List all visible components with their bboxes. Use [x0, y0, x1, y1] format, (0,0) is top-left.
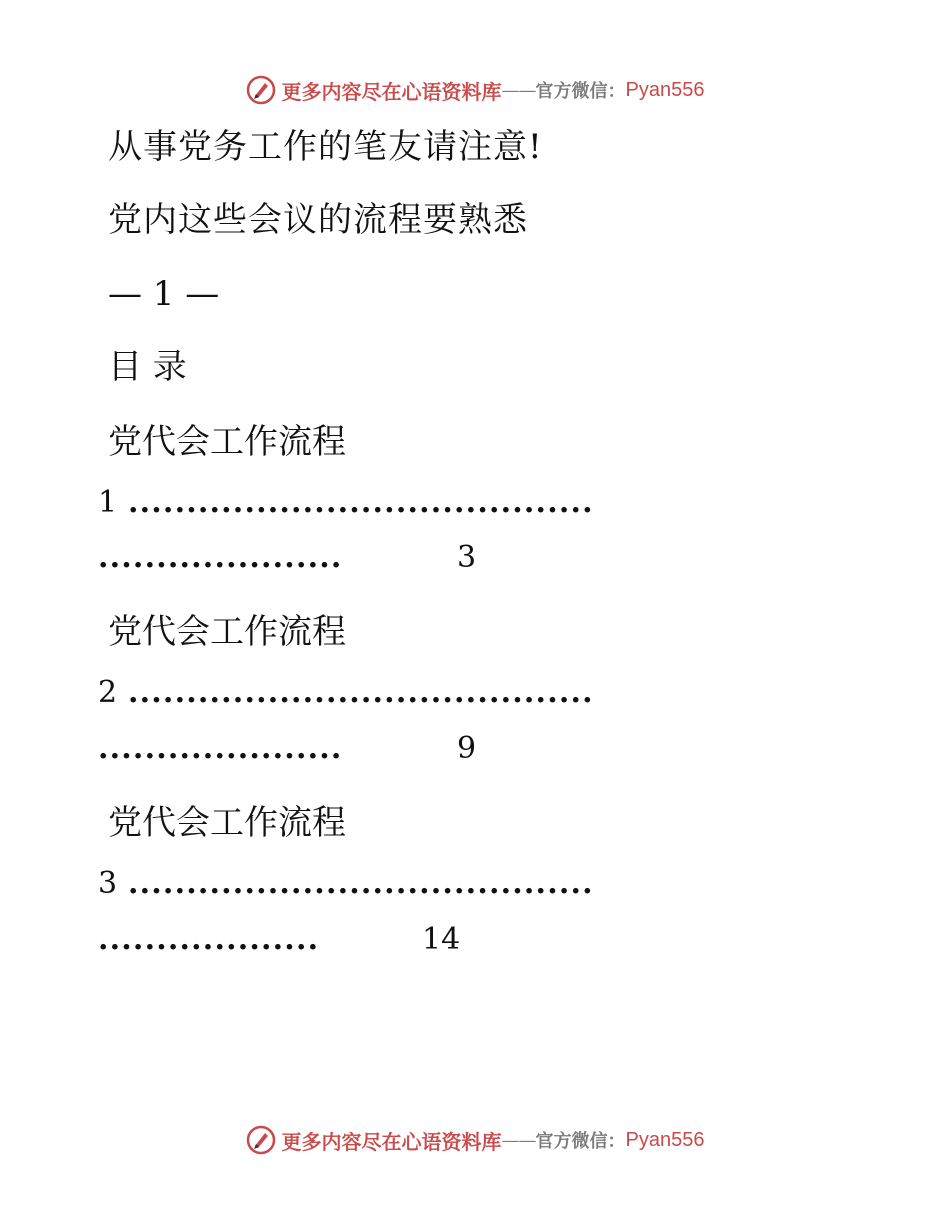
page-marker: — 1 —: [108, 274, 220, 314]
banner-label: 官方微信：: [535, 1131, 626, 1152]
toc-entry-page: 3: [457, 540, 477, 575]
footer-banner: [0, 1120, 950, 1160]
toc-entry-page: 14: [422, 922, 461, 957]
document-title-line2: 党内这些会议的流程要熟悉: [108, 200, 528, 240]
header-banner: [0, 70, 950, 110]
pen-logo-icon: [246, 1125, 276, 1155]
banner-wechat-id: Pyan556: [625, 78, 705, 101]
banner-wechat-id: Pyan556: [625, 1128, 705, 1151]
toc-entry-number: 1: [98, 485, 118, 520]
banner-label: 官方微信：: [535, 81, 626, 102]
banner-dash: ——: [501, 1129, 536, 1151]
banner-dash: ——: [501, 79, 536, 101]
toc-entry-number: 3: [98, 866, 118, 901]
toc-heading: 目 录: [108, 347, 187, 387]
banner-text: 更多内容尽在心语资料库: [281, 79, 502, 104]
toc-leader-dots: .....................: [98, 540, 343, 575]
toc-leader-dots: .....................: [98, 731, 343, 766]
document-title-line1: 从事党务工作的笔友请注意!: [108, 127, 543, 167]
toc-entry-title: 党代会工作流程: [108, 612, 346, 652]
toc-entry-title: 党代会工作流程: [108, 422, 346, 462]
toc-leader-dots: ........................................: [128, 675, 594, 710]
pen-logo-icon: [246, 75, 276, 105]
toc-entry-title: 党代会工作流程: [108, 803, 346, 843]
toc-entry-page: 9: [457, 731, 477, 766]
toc-entry-number: 2: [98, 675, 118, 710]
banner-text: 更多内容尽在心语资料库: [281, 1129, 502, 1154]
toc-leader-dots: ...................: [98, 922, 320, 957]
toc-leader-dots: ........................................: [128, 485, 594, 520]
toc-leader-dots: ........................................: [128, 866, 594, 901]
